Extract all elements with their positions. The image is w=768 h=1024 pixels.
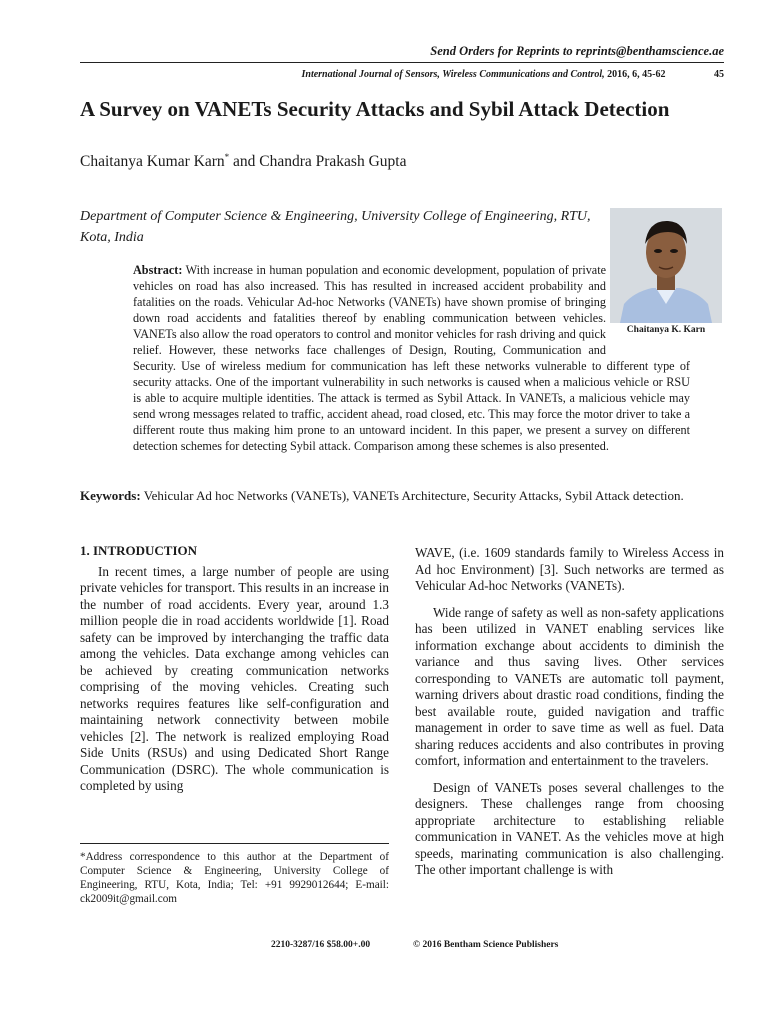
photo-caption: Chaitanya K. Karn [626, 325, 706, 335]
abstract [133, 262, 690, 454]
intro-paragraph-3: Wide range of safety as well as non-safety applications has been utilized in VANET enabling services like information exchange about accidents to diminish the variance and thus saving lives. Other services corresponding to VANETs are automatic toll payment, warning drivers about drastic road conditions, finding the best available route, guided navigation and traffic management in order to save time as well as fuel. Data sharing reduces accidents and also contributes in proving comfort, information and entertainment to the travelers. [415, 604, 724, 768]
copyright: © 2016 Bentham Science Publishers [413, 940, 559, 950]
left-column [80, 543, 389, 795]
author-1: Chaitanya Kumar Karn [80, 153, 225, 171]
header-rule [80, 62, 724, 63]
abstract-text: With increase in human population and economic development, population of private vehicles on road has also increased. This has resulted in increased accident probability and fatalities on the roads. Vehicular Ad-hoc Networks (VANETs) have shown promise of bringing down road accidents and fatalities thereof by enabling communication between vehicles. VANETs also allow the road operators to control and monitor vehicles for rash driving and quick relief. However, these networks face challenges of Design, Routing, Communication and Security. Use of wireless medium for communication has left these networks vulnerable to different type of security attacks. One of the important vulnerability in such networks is caused when a malicious vehicle or RSU is able to acquire multiple identities. The attack is termed as Sybil Attack. In VANETs, a malicious vehicle may send wrong messages related to traffic, accident ahead, road closed, etc. This may force the motor driver to take a different route thus making him prone to an untoward incident. In this paper, we present a survey on different detection schemes for detecting Sybil attack. Comparison among these schemes is also presented. [133, 263, 690, 453]
keywords [80, 487, 724, 504]
keywords-text: Vehicular Ad hoc Networks (VANETs), VANETs Architecture, Security Attacks, Sybil Attack detection. [143, 488, 684, 503]
journal-line [80, 69, 724, 80]
photo-space [606, 262, 690, 344]
abstract-label: Abstract: [133, 263, 183, 277]
corresponding-mark: * [224, 152, 230, 162]
page-number: 45 [714, 69, 724, 80]
intro-paragraph-2: WAVE, (i.e. 1609 standards family to Wireless Access in Ad hoc Environment) [3]. Such networks are termed as Vehicular Ad-hoc Networks (VANETs). [415, 545, 724, 593]
intro-paragraph-4: Design of VANETs poses several challenges to the designers. These challenges range from choosing appropriate architecture to establishing reliable communication in VANET. As the vehicles move at high speeds, marinating communication is also challenging. The other important challenge is with [415, 779, 724, 877]
issn-price: 2210-3287/16 $58.00+.00 [271, 940, 371, 950]
journal-name: International Journal of Sensors, Wireless Communications and Control, [301, 69, 605, 80]
affiliation: Department of Computer Science & Engineering, University College of Engineering, RTU, Kota, India [80, 209, 591, 245]
intro-paragraph-1: In recent times, a large number of people are using private vehicles for transport. This results in an increase in the number of road accidents. Every year, around 1.3 million people die in road accidents worldwide [1]. Road safety can be improved by interchanging the traffic data among the vehicles. Data exchange among vehicles can be achieved by creating communication networks comprising of the moving vehicles. Creating such networks requires features like self-configuration and maintaining network connectivity between mobile vehicles [2]. The network is realized employing Road Side Units (RSUs) and using Dedicated Short Range Communication (DSRC). The whole communication is completed by using [80, 563, 389, 793]
keywords-label: Keywords: [80, 488, 141, 503]
journal-info: 2016, 6, 45-62 [607, 69, 666, 80]
author-rest: and Chandra Prakash Gupta [229, 153, 407, 171]
correspondence-footnote: *Address correspondence to this author at the Department of Computer Science & Engineering, University College of Engineering, RTU, Kota, India; Tel: +91 9929012644; E-mail: ck2009it@gmail.com [80, 851, 389, 905]
right-column [415, 545, 724, 879]
authors [80, 152, 406, 171]
section-heading: 1. INTRODUCTION [80, 543, 198, 558]
paper-title: A Survey on VANETs Security Attacks and Sybil Attack Detection [80, 97, 670, 121]
reprints-notice: Send Orders for Reprints to reprints@benthamscience.ae [430, 44, 724, 58]
footnote-rule [80, 843, 389, 844]
